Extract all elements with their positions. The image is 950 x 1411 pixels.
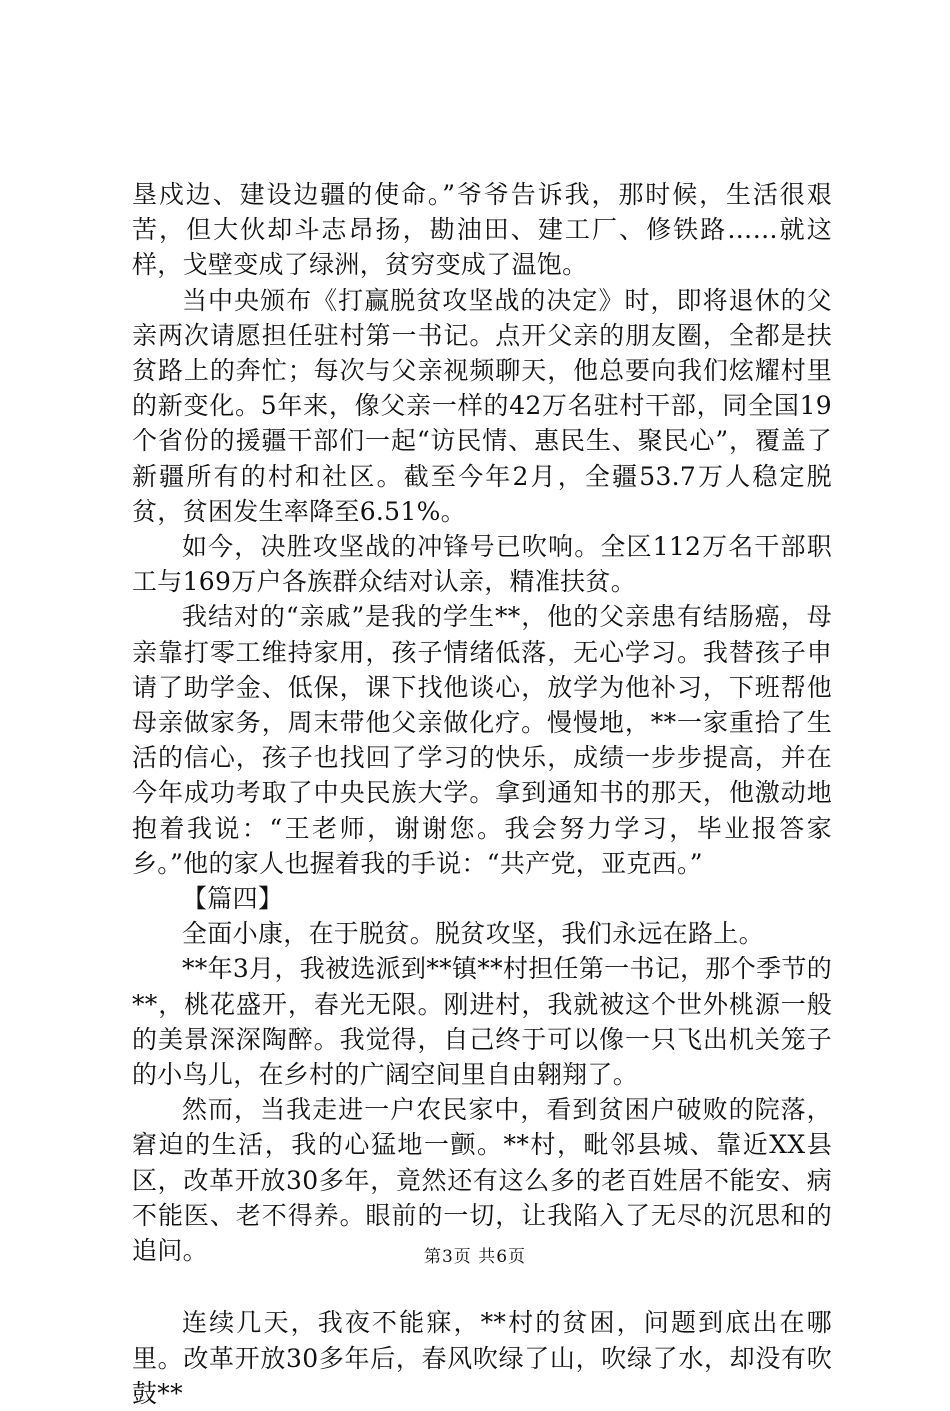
- section-heading: 【篇四】: [182, 884, 284, 914]
- document-body: [132, 177, 832, 1411]
- paragraph-4: 我结对的“亲戚”是我的学生**，他的父亲患有结肠癌，母亲靠打零工维持家用，孩子情绪低落，无心学习。我替孩子申请了助学金、低保，课下找他谈心，放学为他补习，下班帮他母亲做家务，周末带他父亲做化疗。慢慢地，**一家重拾了生活的信心，孩子也找回了学习的快乐，成绩一步步提高，并在今年成功考取了中央民族大学。拿到通知书的那天，他激动地抱着我说：“王老师，谢谢您。我会努力学习，毕业报答家乡。”他的家人也握着我的手说：“共产党，亚克西。”: [132, 602, 832, 878]
- paragraph-6: **年3月，我被选派到**镇**村担任第一书记，那个季节的**，桃花盛开，春光无限。刚进村，我就被这个世外桃源一般的美景深深陶醉。我觉得，自己终于可以像一只飞出机关笼子的小鸟儿，在乡村的广阔空间里自由翱翔了。: [132, 954, 832, 1090]
- paragraph-8: 连续几天，我夜不能寐，**村的贫困，问题到底出在哪里。改革开放30多年后，春风吹绿了山，吹绿了水，却没有吹鼓**: [132, 1308, 832, 1408]
- paragraph-gap: [132, 1268, 832, 1305]
- paragraph-7: 然而，当我走进一户农民家中，看到贫困户破败的院落，窘迫的生活，我的心猛地一颤。**村，毗邻县城、靠近XX县区，改革开放30多年，竟然还有这么多的老百姓居不能安、病不能医、老不得养。眼前的一切，让我陷入了无尽的沉思和的追问。: [132, 1095, 832, 1266]
- page-footer: 第3页 共6页: [423, 1247, 527, 1267]
- paragraph-3: 如今，决胜攻坚战的冲锋号已吹响。全区112万名干部职工与169万户各族群众结对认亲，精准扶贫。: [132, 532, 832, 597]
- paragraph-1: 垦戍边、建设边疆的使命。”爷爷告诉我，那时候，生活很艰苦，但大伙却斗志昂扬，勘油田、建工厂、修铁路……就这样，戈壁变成了绿洲，贫穷变成了温饱。: [132, 180, 832, 280]
- paragraph-5: 全面小康，在于脱贫。脱贫攻坚，我们永远在路上。: [182, 919, 764, 949]
- paragraph-2: 当中央颁布《打赢脱贫攻坚战的决定》时，即将退休的父亲两次请愿担任驻村第一书记。点开父亲的朋友圈，全都是扶贫路上的奔忙；每次与父亲视频聊天，他总要向我们炫耀村里的新变化。5年来，像父亲一样的42万名驻村干部，同全国19个省份的援疆干部们一起“访民情、惠民生、聚民心”，覆盖了新疆所有的村和社区。截至今年2月，全疆53.7万人稳定脱贫，贫困发生率降至6.51%。: [132, 285, 832, 526]
